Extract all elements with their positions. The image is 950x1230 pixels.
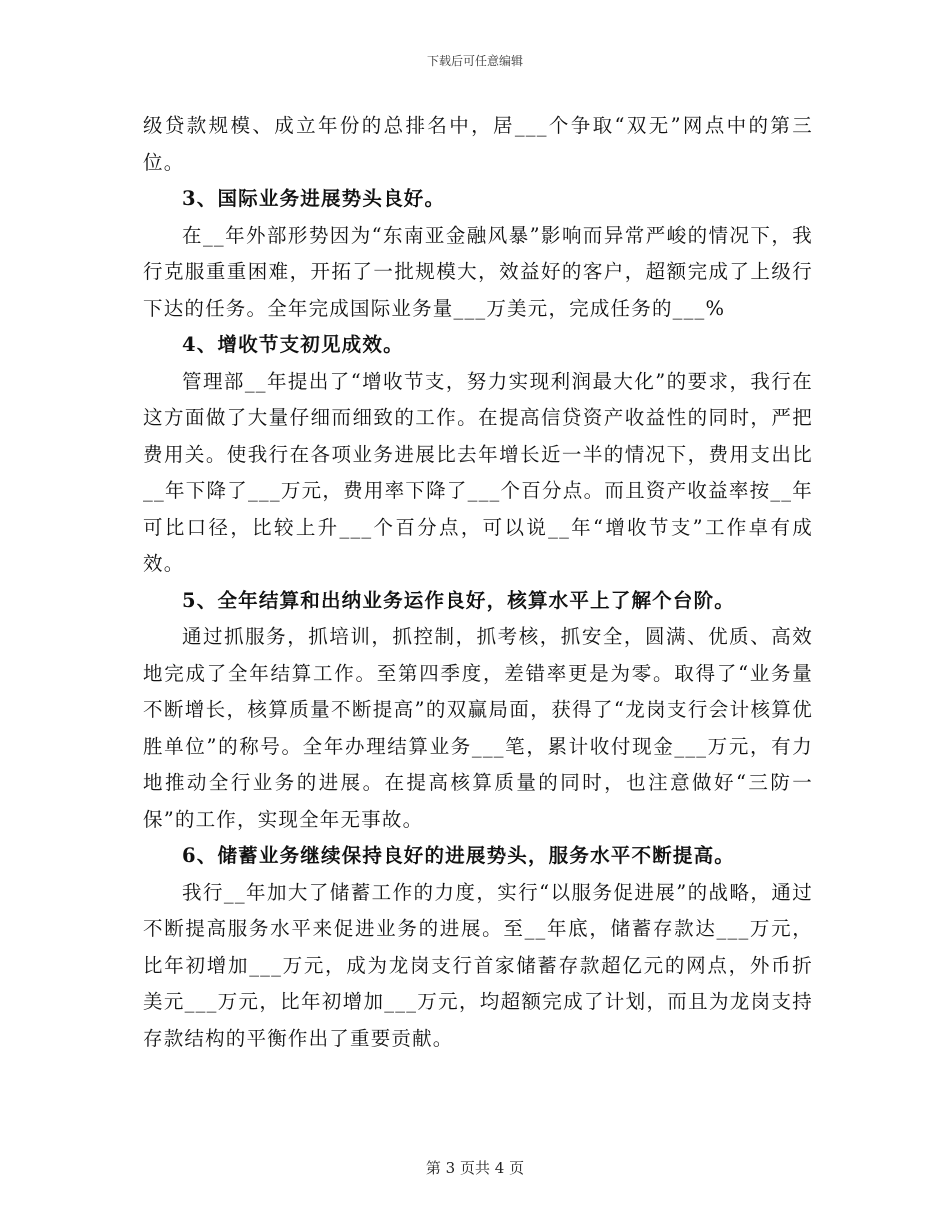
section-heading: 5、全年结算和出纳业务运作良好，核算水平上了解个台阶。 xyxy=(182,588,735,612)
paragraph: 通过抓服务，抓培训，抓控制，抓考核，抓安全，圆满、优质、高效地完成了全年结算工作。至第四季度，差错率更是为零。取得了“业务量不断增长，核算质量不断提高”的双赢局面，获得了“龙岗支行会计核算优胜单位”的称号。全年办理结算业务___笔，累计收付现金___万元，有力地推动全行业务的进展。在提高核算质量的同时，也注意做好“三防一保”的工作，实现全年无事故。 xyxy=(143,625,813,831)
paragraph: 在__年外部形势因为“东南亚金融风暴”影响而异常严峻的情况下，我行克服重重困难，开拓了一批规模大，效益好的客户，超额完成了上级行下达的任务。全年完成国际业务量___万美元，完成任务的___% xyxy=(143,223,813,320)
paragraph: 我行__年加大了储蓄工作的力度，实行“以服务促进展”的战略，通过不断提高服务水平来促进业务的进展。至__年底，储蓄存款达___万元，比年初增加___万元，成为龙岗支行首家储蓄存款超亿元的网点，外币折美元___万元，比年初增加___万元，均超额完成了计划，而且为龙岗支持存款结构的平衡作出了重要贡献。 xyxy=(143,880,813,1050)
section-heading: 4、增收节支初见成效。 xyxy=(182,333,404,356)
page-header: 下载后可任意编辑 xyxy=(426,54,523,68)
paragraph: 管理部__年提出了“增收节支，努力实现利润最大化”的要求，我行在这方面做了大量仔细而细致的工作。在提高信贷资产收益性的同时，严把费用关。使我行在各项业务进展比去年增长近一半的情况下，费用支出比__年下降了___万元，费用率下降了___个百分点。而且资产收益率按__年可比口径，比较上升___个百分点，可以说__年“增收节支”工作卓有成效。 xyxy=(143,369,813,575)
paragraph: 级贷款规模、成立年份的总排名中，居___个争取“双无”网点中的第三位。 xyxy=(143,114,813,174)
page-number: 第 3 页共 4 页 xyxy=(425,1159,525,1177)
document-body xyxy=(143,108,813,1057)
section-heading: 6、储蓄业务继续保持良好的进展势头，服务水平不断提高。 xyxy=(182,844,735,867)
section-heading: 3、国际业务进展势头良好。 xyxy=(182,187,446,210)
